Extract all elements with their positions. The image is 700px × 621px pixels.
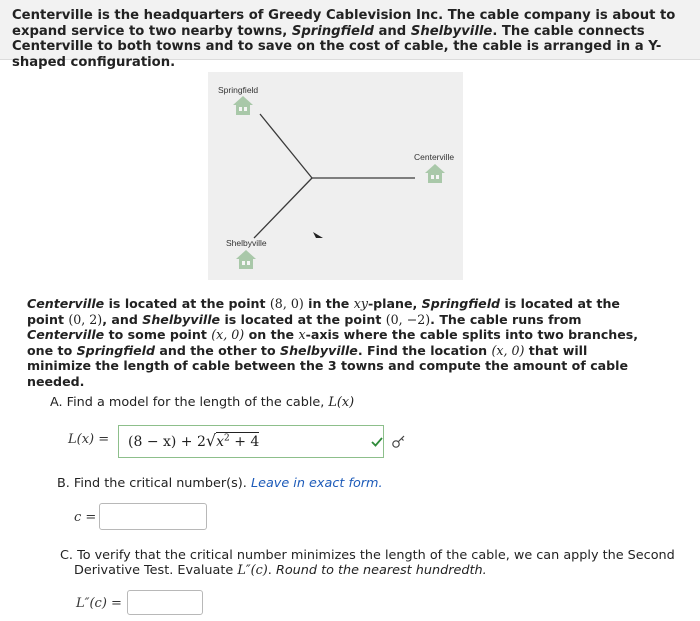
part-c-question-line1: C. To verify that the critical number minimizes the length of the cable, we can apply the Second (60, 548, 675, 563)
part-b-label: c = (74, 510, 97, 525)
second-derivative-input[interactable] (127, 590, 203, 615)
y-cable-figure (208, 72, 463, 280)
springfield-label: Springfield (218, 85, 259, 95)
house-icon (233, 96, 253, 115)
house-icon (236, 250, 256, 269)
mouse-cursor-icon (313, 232, 323, 238)
house-icon (425, 164, 445, 183)
cable-lines (254, 114, 415, 238)
check-icon (370, 425, 384, 458)
critical-number-input[interactable] (99, 503, 207, 530)
part-c-question-line2: Derivative Test. Evaluate L″(c). Round to the nearest hundredth. (74, 563, 487, 578)
key-icon[interactable] (388, 431, 410, 453)
part-a-question: A. Find a model for the length of the cable, L(x) (50, 395, 355, 410)
problem-statement: Centerville is located at the point (8, 0) in the xy-plane, Springfield is located at the point (0, 2), and Shelbyville is located at the point (0, −2). The cable runs from Centerville to some point (x, 0) on the x-axis where the cable splits into two branches, one to Springfield and the other to Shelbyville. Find the location (x, 0) that will minimize the length of cable between the 3 towns and compute the amount of cable needed. (27, 296, 639, 389)
part-a-answer-expression: $(8 - x) + 2√x^2 + 4$ (128, 431, 260, 450)
part-c-label: L″(c) = (76, 596, 122, 611)
intro-text: Centerville is the headquarters of Greedy Cablevision Inc. The cable company is about to expand service to two nearby towns, Springfield and Shelbyville. The cable connects Centerville to both towns and to save on the cost of cable, the cable is arranged in a Y-shaped configuration. (12, 8, 676, 70)
centerville-label: Centerville (414, 152, 455, 162)
intro-banner (0, 0, 700, 70)
shelbyville-label: Shelbyville (226, 238, 267, 248)
part-b-question: B. Find the critical number(s). Leave in exact form. (57, 476, 383, 491)
part-a-label: L(x) = (68, 432, 110, 447)
